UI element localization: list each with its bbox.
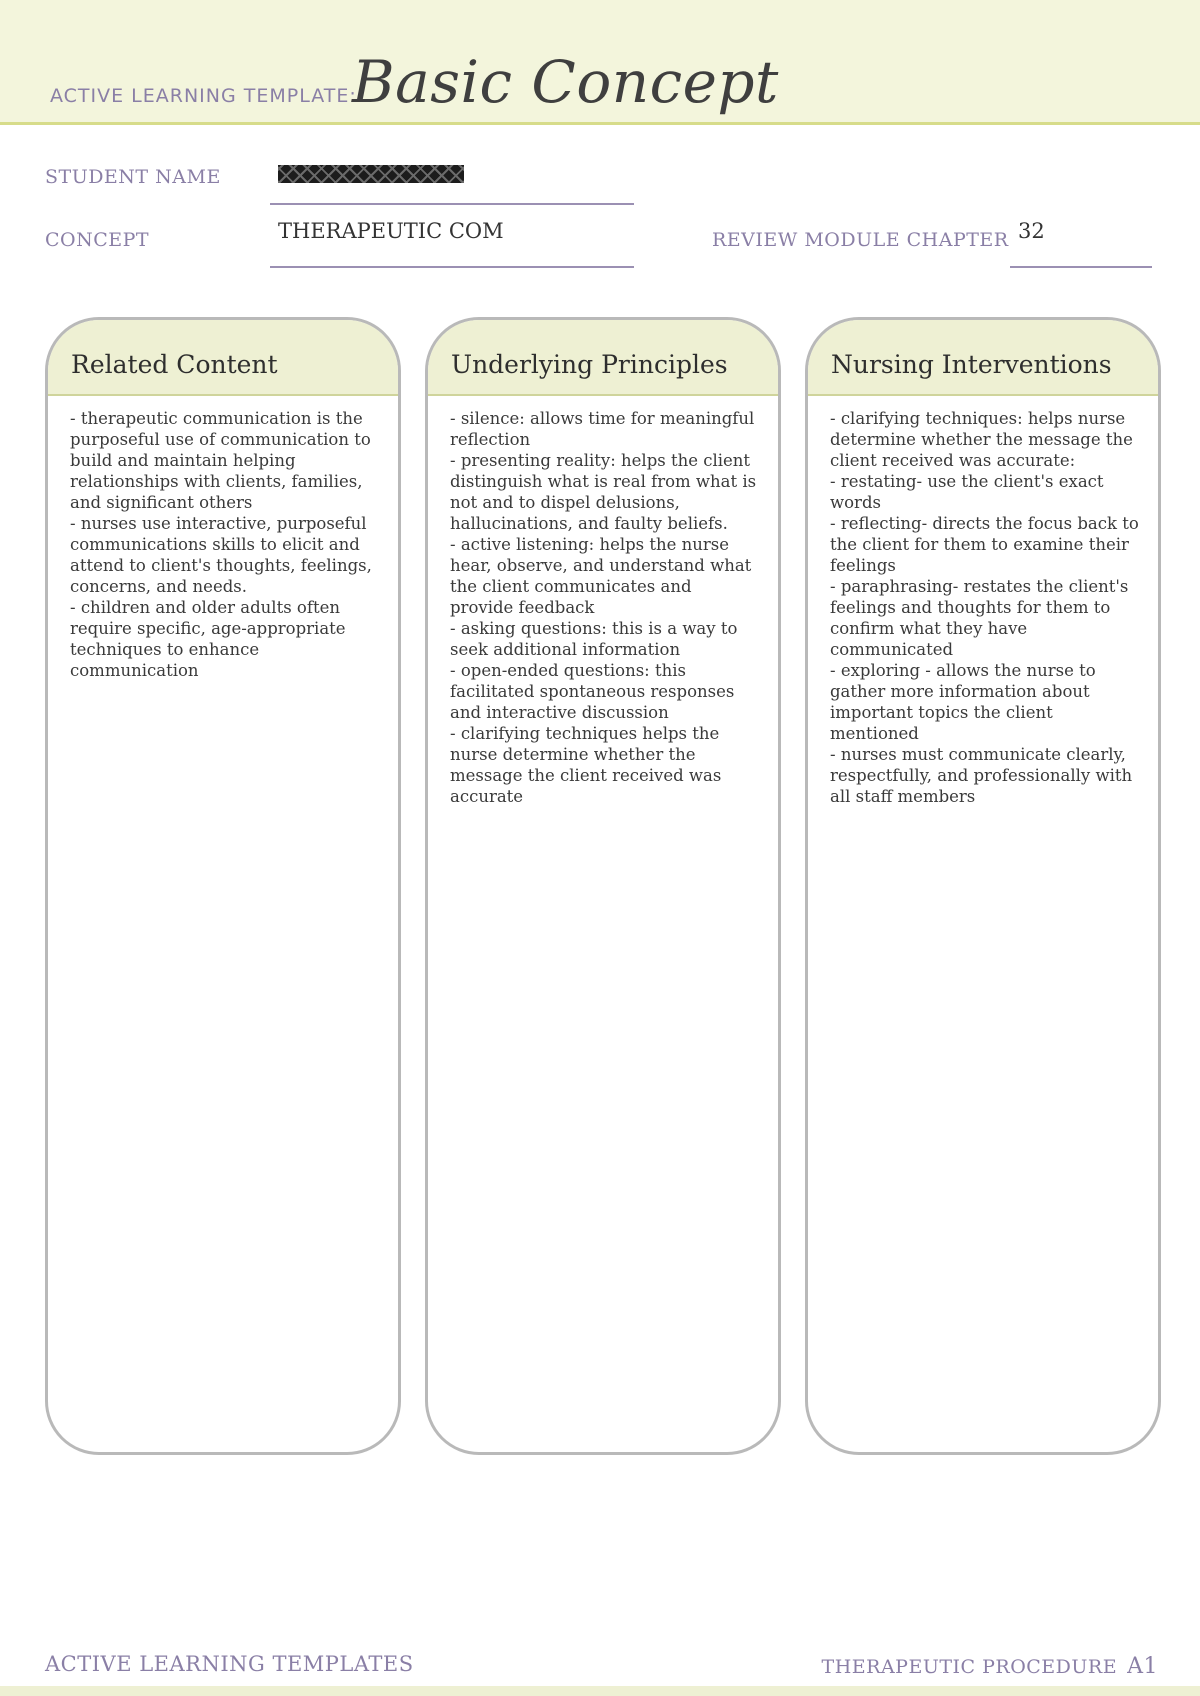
header-band [0, 0, 1200, 125]
nursing-interventions-panel [805, 317, 1161, 1455]
list-item: - children and older adults often require specific, age-appropriate techniques to enhance communication [70, 598, 346, 680]
list-item: - therapeutic communication is the purposeful use of communication to build and maintain helping relationships with clients, families, and significant others [70, 409, 371, 512]
concept-label: CONCEPT [45, 229, 150, 251]
student-name-field[interactable] [270, 203, 634, 205]
list-item: - paraphrasing- restates the client's feelings and thoughts for them to confirm what they have communicated [830, 577, 1129, 659]
review-module-value: 32 [1018, 219, 1045, 243]
list-item: - nurses use interactive, purposeful communications skills to elicit and attend to client's thoughts, feelings, concerns, and needs. [70, 514, 372, 596]
list-item: - open-ended questions: this facilitated spontaneous responses and interactive discussion [450, 661, 735, 722]
related-content-body [48, 396, 398, 681]
concept-field[interactable] [270, 266, 634, 268]
footer-procedure-label: THERAPEUTIC PROCEDURE [821, 1656, 1118, 1678]
footer-title: ACTIVE LEARNING TEMPLATES [45, 1652, 414, 1676]
underlying-principles-body [428, 396, 778, 807]
student-name-label: STUDENT NAME [45, 166, 221, 188]
template-label: ACTIVE LEARNING TEMPLATE: [50, 85, 357, 107]
related-content-heading: Related Content [48, 320, 398, 396]
list-item: - presenting reality: helps the client distinguish what is real from what is not and to dispel delusions, hallucinations, and faulty beliefs. [450, 451, 757, 533]
list-item: - nurses must communicate clearly, respectfully, and professionally with all staff members [830, 745, 1133, 806]
list-item: - clarifying techniques helps the nurse determine whether the message the client received was accurate [450, 724, 722, 806]
review-module-field[interactable] [1010, 266, 1152, 268]
list-item: - clarifying techniques: helps nurse determine whether the message the client received was accurate: [830, 409, 1133, 470]
footer-code: A1 [1127, 1654, 1158, 1679]
nursing-interventions-body [808, 396, 1158, 807]
review-module-label: REVIEW MODULE CHAPTER [712, 229, 1009, 251]
list-item: - asking questions: this is a way to seek additional information [450, 619, 738, 659]
list-item: - restating- use the client's exact words [830, 472, 1104, 512]
related-content-panel [45, 317, 401, 1455]
list-item: - silence: allows time for meaningful reflection [450, 409, 755, 449]
list-item: - exploring - allows the nurse to gather more information about important topics the client mentioned [830, 661, 1096, 743]
underlying-principles-heading: Underlying Principles [428, 320, 778, 396]
list-item: - active listening: helps the nurse hear, observe, and understand what the client communicates and provide feedback [450, 535, 752, 617]
list-item: - reflecting- directs the focus back to the client for them to examine their feelings [830, 514, 1139, 575]
underlying-principles-panel [425, 317, 781, 1455]
footer-band [0, 1686, 1200, 1696]
nursing-interventions-heading: Nursing Interventions [808, 320, 1158, 396]
footer-procedure [822, 1654, 1158, 1679]
redacted-student-name [278, 165, 464, 183]
concept-value: THERAPEUTIC COM [278, 219, 504, 243]
page-title: Basic Concept [352, 48, 779, 116]
